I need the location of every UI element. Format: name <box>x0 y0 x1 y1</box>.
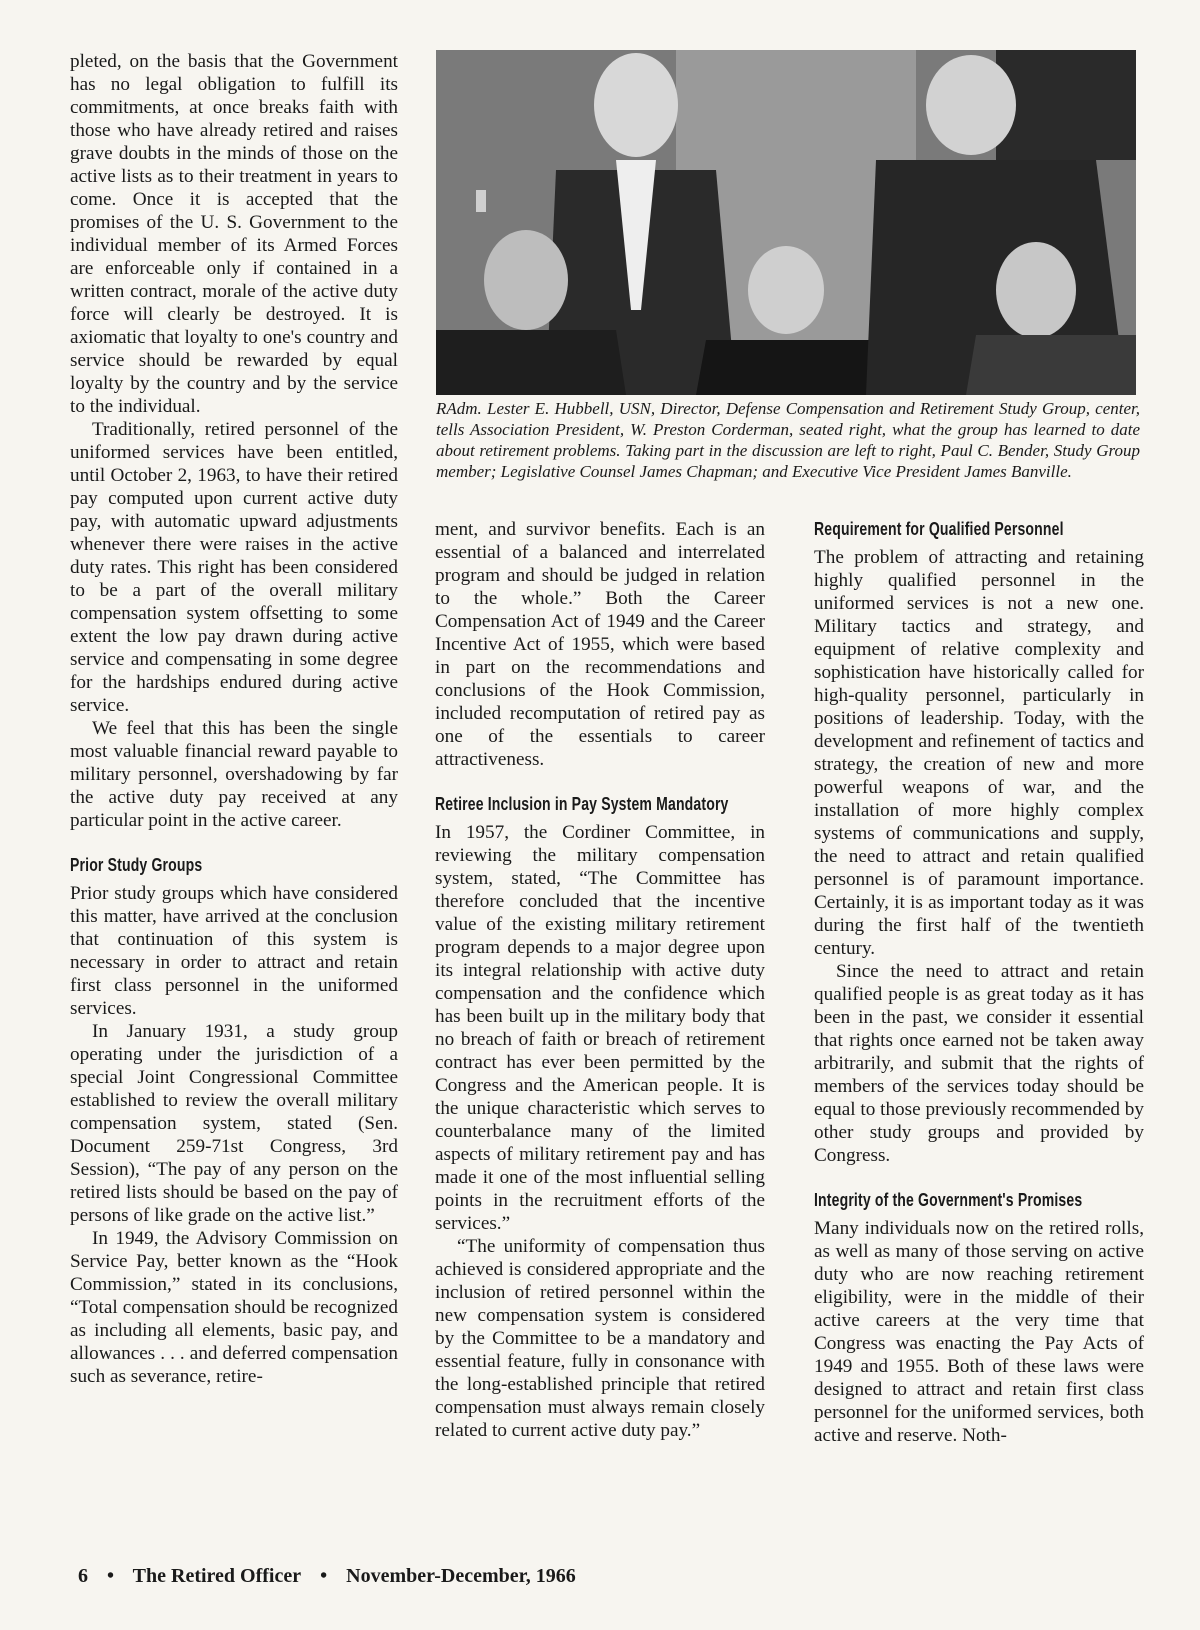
section-heading-prior-study-groups: Prior Study Groups <box>70 855 203 875</box>
paragraph: We feel that this has been the single most valuable financial reward payable to military personnel, overshadowing by far the active duty pay received at any particular point in the active career. <box>70 718 398 831</box>
photo-caption: RAdm. Lester E. Hubbell, USN, Director, Defense Compensation and Retirement Study Group, center, tells Association President, W. Preston Corderman, seated right, what the group has learned to date about retirement problems. Taking part in the discussion are left to right, Paul C. Bender, Study Group member; Legislative Counsel James Chapman; and Executive Vice President James Banville. <box>436 399 1140 481</box>
paragraph: “The uniformity of compensation thus achieved is considered appropriate and the inclusion of retired personnel within the new compensation system is considered by the Committee to be a mandatory and essential feature, fully in consonance with the long-established principle that retired compensation must always remain closely related to current active duty pay.” <box>435 1236 765 1441</box>
separator-dot: • <box>320 1565 328 1587</box>
photo-illustration <box>436 50 1136 395</box>
issue-date: November-December, 1966 <box>346 1565 576 1587</box>
group-photo <box>436 50 1136 395</box>
paragraph: ment, and survivor benefits. Each is an essential of a balanced and interrelated program and should be judged in relation to the whole.” Both the Career Compensation Act of 1949 and the Career Incentive Act of 1955, which were based in part on the recommendations and conclusions of the Hook Commission, included recomputation of retired pay as one of the essentials to career attractiveness. <box>435 519 765 770</box>
section-heading-qualified-personnel: Requirement for Qualified Personnel <box>814 519 1064 539</box>
text-column-3 <box>814 518 1144 1447</box>
page-footer <box>78 1565 590 1588</box>
section-heading-retiree-inclusion: Retiree Inclusion in Pay System Mandatory <box>435 794 729 814</box>
paragraph: Prior study groups which have considered this matter, have arrived at the conclusion that continuation of this system is necessary in order to attract and retain first class personnel in the uniformed services. <box>70 883 398 1019</box>
publication-name: The Retired Officer <box>132 1565 302 1587</box>
page-number: 6 <box>78 1565 88 1587</box>
paragraph: Since the need to attract and retain qualified people is as great today as it has been in the past, we consider it essential that rights once earned not be taken away arbitrarily, and submit that the rights of members of the services today should be equal to those previously recommended by other study groups and provided by Congress. <box>814 961 1144 1166</box>
paragraph: The problem of attracting and retaining highly qualified personnel in the uniformed services is not a new one. Military tactics and strategy, and equipment of relative complexity and sophistication have historically called for high-quality personnel, particularly in positions of leadership. Today, with the development and refinement of tactics and strategy, the creation of new and more powerful weapons of war, and the installation of more highly complex systems of communications and supply, the need to attract and retain qualified personnel is of paramount importance. Certainly, it is as important today as it was during the first half of the twentieth century. <box>814 547 1144 959</box>
paragraph: In January 1931, a study group operating under the jurisdiction of a special Joint Congressional Committee established to review the overall military compensation system, stated (Sen. Document 259-71st Congress, 3rd Session), “The pay of any person on the retired lists should be based on the pay of persons of like grade on the active list.” <box>70 1021 398 1226</box>
paragraph: pleted, on the basis that the Government has no legal obligation to fulfill its commitments, at once breaks faith with those who have already retired and raises grave doubts in the minds of those on the active lists as to their treatment in years to come. Once it is accepted that the promises of the U. S. Government to the individual member of its Armed Forces are enforceable only if contained in a written contract, morale of the active duty force will clearly be destroyed. It is axiomatic that loyalty to one's country and service should be rewarded by equal loyalty by the country and by the service to the individual. <box>70 51 398 417</box>
separator-dot: • <box>107 1565 115 1587</box>
section-heading-integrity: Integrity of the Government's Promises <box>814 1190 1083 1210</box>
paragraph: In 1949, the Advisory Commission on Service Pay, better known as the “Hook Commission,” stated in its conclusions, “Total compensation should be recognized as including all elements, basic pay, and allowances . . . and deferred compensation such as severance, retire- <box>70 1228 398 1387</box>
paragraph: Many individuals now on the retired rolls, as well as many of those serving on active duty who are now reaching retirement eligibility, were in the middle of their active careers at the very time that Congress was enacting the Pay Acts of 1949 and 1955. Both of these laws were designed to attract and retain first class personnel for the uniformed services, both active and reserve. Noth- <box>814 1218 1144 1446</box>
text-column-1 <box>70 50 398 1388</box>
paragraph: Traditionally, retired personnel of the uniformed services have been entitled, until October 2, 1963, to have their retired pay computed upon current active duty pay, with automatic upward adjustments whenever there were raises in the active duty rates. This right has been considered to be a part of the overall military compensation system offsetting to some extent the low pay drawn during active service and compensating in some degree for the hardships endured during active service. <box>70 419 398 716</box>
text-column-2 <box>435 518 765 1442</box>
paragraph: In 1957, the Cordiner Committee, in reviewing the military compensation system, stated, “The Committee has therefore concluded that the incentive value of the existing military retirement program depends to a major degree upon its integral relationship with active duty compensation and the confidence which has been built up in the military body that no breach of faith or breach of retirement contract has ever been permitted by the Congress and the American people. It is the unique characteristic which serves to counterbalance many of the limited aspects of military retirement pay and has made it one of the most influential selling points in the recruitment efforts of the services.” <box>435 822 765 1234</box>
